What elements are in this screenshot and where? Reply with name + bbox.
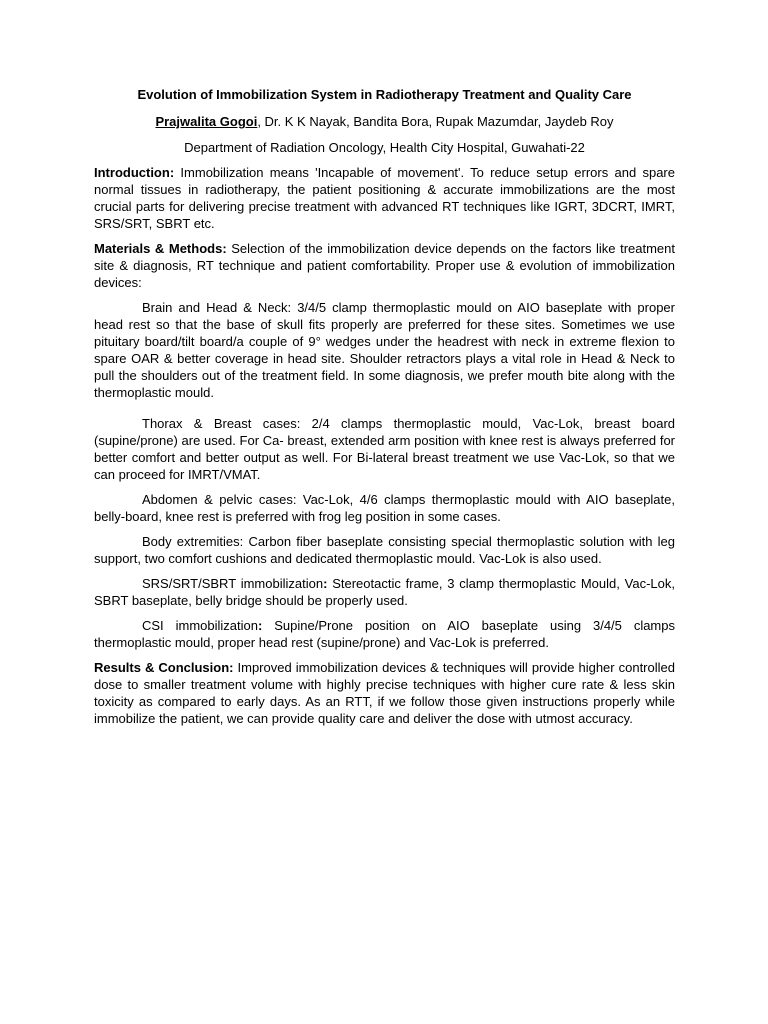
body-extremities-paragraph: Body extremities: Carbon fiber baseplate consisting special thermoplastic solution with leg support, two comfort cushions and dedicated thermoplastic mould. Vac-Lok is also used. — [94, 534, 675, 566]
author-line — [94, 113, 675, 130]
lead-author: Prajwalita Gogoi — [155, 114, 258, 129]
co-authors: , Dr. K K Nayak, Bandita Bora, Rupak Mazumdar, Jaydeb Roy — [257, 114, 614, 129]
methods-label: Materials & Methods: — [94, 241, 227, 256]
abstract-page — [94, 86, 675, 735]
results-label: Results & Conclusion: — [94, 660, 234, 675]
csi-paragraph — [94, 617, 675, 651]
brain-head-neck-paragraph: Brain and Head & Neck: 3/4/5 clamp thermoplastic mould on AIO baseplate with proper head rest so that the base of skull fits properly are preferred for these sites. Sometimes we use pituitary board/tilt board/a couple of 9° wedges under the headrest with neck in extreme flexion to spare OAR & better coverage in head site. Shoulder retractors plays a vital role in Head & Neck to pull the shoulders out of the treatment field. In some diagnosis, we prefer mouth bite along with the thermoplastic mould. — [94, 300, 675, 400]
affiliation: Department of Radiation Oncology, Health City Hospital, Guwahati-22 — [184, 140, 585, 155]
results-paragraph — [94, 659, 675, 727]
csi-colon: : — [257, 618, 263, 633]
srs-colon: : — [323, 576, 328, 591]
introduction-paragraph — [94, 164, 675, 232]
thorax-breast-paragraph: Thorax & Breast cases: 2/4 clamps thermoplastic mould, Vac-Lok, breast board (supine/prone) are used. For Ca- breast, extended arm position with knee rest is always preferred for better comfort and better output as well. For Bi-lateral breast treatment we use Vac-Lok, so that we can proceed for IMRT/VMAT. — [94, 416, 675, 482]
methods-paragraph — [94, 240, 675, 291]
srs-label: SRS/SRT/SBRT immobilization — [142, 576, 324, 591]
srs-paragraph — [94, 575, 675, 609]
results-text: Improved immobilization devices & techniques will provide higher controlled dose to smaller treatment volume with highly precise techniques with higher cure rate & less skin toxicity as compared to early days. As an RTT, if we follow those given instructions properly while immobilize the patient, we can provide quality care and deliver the dose with utmost accuracy. — [94, 660, 675, 726]
introduction-label: Introduction: — [94, 165, 175, 180]
csi-label: CSI immobilization — [142, 618, 258, 633]
document-title: Evolution of Immobilization System in Radiotherapy Treatment and Quality Care — [137, 87, 632, 102]
methods-text: Selection of the immobilization device depends on the factors like treatment site & diagnosis, RT technique and patient comfortability. Proper use & evolution of immobilization devices: — [94, 241, 676, 290]
srs-text: Stereotactic frame, 3 clamp thermoplastic Mould, Vac-Lok, SBRT baseplate, belly bridge should be properly used. — [94, 576, 675, 608]
introduction-text: Immobilization means 'Incapable of movement'. To reduce setup errors and spare normal tissues in radiotherapy, the patient positioning & accurate immobilizations are the most crucial parts for delivering precise treatment with advanced RT techniques like IGRT, 3DCRT, IMRT, SRS/SRT, SBRT etc. — [94, 165, 675, 231]
abdomen-pelvic-paragraph: Abdomen & pelvic cases: Vac-Lok, 4/6 clamps thermoplastic mould with AIO baseplate, belly-board, knee rest is preferred with frog leg position in some cases. — [94, 492, 675, 524]
csi-text: Supine/Prone position on AIO baseplate using 3/4/5 clamps thermoplastic mould, proper head rest (supine/prone) and Vac-Lok is preferred. — [94, 618, 675, 650]
